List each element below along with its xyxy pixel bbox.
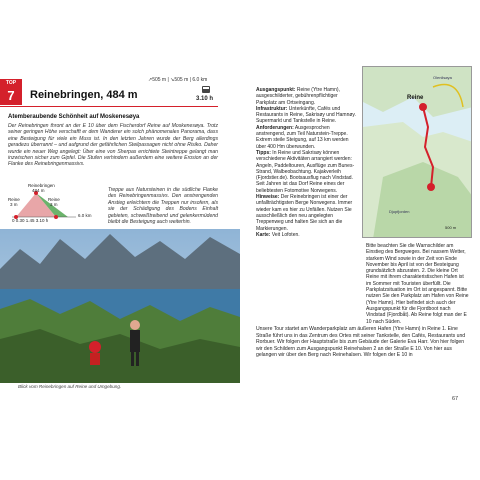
profile-end-marker [54, 215, 58, 219]
route-map [362, 66, 472, 238]
profile-distance: 6.0 km [78, 213, 92, 218]
intro-continuation: Treppe aus Natursteinen in die südliche Flanke des Reinebringenmassivs. Den anstrengenden Anstieg erleichtern die Treppen nur insofern, als sie der Schädigung des Bodens Einhalt gebieten, schweißtreibend und gelenkermüdend bleibt die Besteigung auch weiterhin. [108, 187, 218, 226]
info-infra-text: Unterkünfte, Cafés und Restaurants in Reine, Sakrisøy und Hamnøy. Supermarkt und Tankstelle in Reine. [256, 105, 356, 125]
info-map-text: Veit Lofoten. [270, 231, 300, 238]
info-requirements-label: Anforderungen: [256, 124, 294, 131]
info-requirements-text: Ausgesprochen anstrengend, zum Teil Naturstein-Treppe. Extrem steile Steigung, auf 13 km werden über 400 Hm überwunden. [256, 124, 349, 150]
route-number-badge: 7 [0, 87, 22, 105]
page-number: 67 [452, 396, 459, 402]
info-map [256, 232, 356, 238]
info-start-label: Ausgangspunkt: [256, 87, 296, 93]
route-map-graphic [363, 67, 472, 238]
intro-paragraph: Der Reinebringen thront an der E 10 über dem Fischerdorf Reine auf Moskenesøya. Trotz seiner geringen Höhe verschafft er dem Wanderer ein solch phänomenales Panorama, dass eine Besteigung für viele ein Muss ist. In den letzten Jahren wurde der Berg allerdings geradezu überrannt – und aufgrund der gefährlichen Steilpassagen nicht ohne Risiko. Daher wurde ein neuer Weg angelegt: Über eine von Sherpas errichtete Steintreppe gelangt man inzwischen sicher zum Gipfel. Die Stufen verhindern außerdem eine weitere Erosion an der Flanke des Reinebringenmassivs. [8, 123, 218, 168]
profile-peak-alt: 484 m [32, 188, 45, 193]
info-notes-label: Hinweise: [256, 194, 280, 201]
map-label-reine: Reine [407, 95, 424, 101]
profile-right-name: Reine [48, 197, 60, 202]
photo-caption: Blick vom Reinebringen auf Reine und Umgebung. [18, 384, 122, 389]
profile-left-name: Reine [8, 197, 20, 202]
info-notes-text: Der Reinebringen ist einer der unfallträchtigsten Berge Norwegens. Immer wieder kam es hier zu Unfällen. Nutzen Sie ausschließlich den neu angelegten Treppenweg und halten Sie sich an die Markierungen. [256, 194, 353, 232]
info-start [256, 87, 356, 106]
info-infra [256, 106, 356, 125]
info-notes [256, 194, 356, 232]
info-tips [256, 150, 356, 194]
info-column [256, 87, 356, 238]
profile-right-alt: 3 m [50, 202, 58, 207]
info-map-label: Karte: [256, 231, 271, 238]
info-tips-text: In Reine und Sakrisøy können verschiedene Aktivitäten arrangiert werden: Angeln, Paddeltouren, Ausflüge zum Bunes-Strand, Walbeobachtung. Kajakverleih (Fjordstier.de). Bootsausflug nach Vindstad. Seit Jahren ist das Dorf Reine eines der beliebtesten Fotomotive Norwegens. [256, 149, 355, 194]
info-requirements [256, 125, 356, 150]
top-badge: TOP [0, 79, 22, 87]
route-time: 3.10 h [196, 96, 214, 102]
photo-illustration [0, 229, 240, 383]
right-column-text: Bitte beachten Sie die Warnschilder am Einstieg des Bergweges. Bei nassem Wetter, starkem Wind sowie in der Zeit von Ende November bis April ist von der Besteigung grundsätzlich abzuraten. 2. Die kleine Ort Reine mit ihrem charakteristischen Hafen ist im Sommer mit Touristen überfüllt. Die Parkplatzsituation im Ort ist angespannt. Bitte nutzen Sie den Parkplatz am Hafen von Reine (Ytre Hamn). Hier befindet sich auch der Ausgangspunkt für die Fjordboot nach Vindstad (Fjordbåt). Ab Reine folgt man der E 10 nach Süden. [366, 243, 469, 325]
profile-left-alt: 3 m [10, 202, 18, 207]
elevation-profile [8, 183, 108, 223]
section-subtitle: Atemberaubende Schönheit auf Moskenesøya [8, 114, 140, 120]
route-stats: ↗505 m | ↘505 m | 6.0 km [148, 77, 208, 83]
page-title: Reinebringen, 484 m [30, 89, 138, 101]
map-label-fjord: Olenilsøya [433, 75, 452, 80]
title-bar [22, 87, 218, 105]
route-description: Unsere Tour startet am Wanderparkplatz am äußeren Hafen (Ytre Hamn) in Reine 1. Eine Straße führt uns in das Zentrum des Ortes mit seiner Tankstelle, den Cafés, Restaurants und Rorbuer. Wir folgen der Hauptstraße bis zum Gebäude der Galerie Eva Harr. Von hier folgen wir den Schildern zum Ausgangspunkt Reinehalsen 2 an der Straße E 10. Von hier aus gelangen wir über den Berg nach Reinehalsen. Wir folgen der E 10 in [256, 326, 466, 358]
info-tips-label: Tipps: [256, 149, 271, 156]
info-start-text: Reine (Ytre Hamn), ausgeschilderter, gebührenpflichtiger Parkplatz am Ortseingang. [256, 87, 340, 106]
map-scale: 500 m [445, 225, 457, 230]
map-label-south: Djupfjorden [389, 209, 410, 214]
intro-text [8, 123, 218, 168]
info-infra-label: Infrastruktur: [256, 105, 288, 112]
landscape-photo [0, 229, 240, 383]
profile-peak-name: Reinebringen [28, 183, 55, 188]
profile-times: 0 0.30 1.45 3.10 h [12, 218, 49, 223]
title-divider [0, 106, 218, 107]
